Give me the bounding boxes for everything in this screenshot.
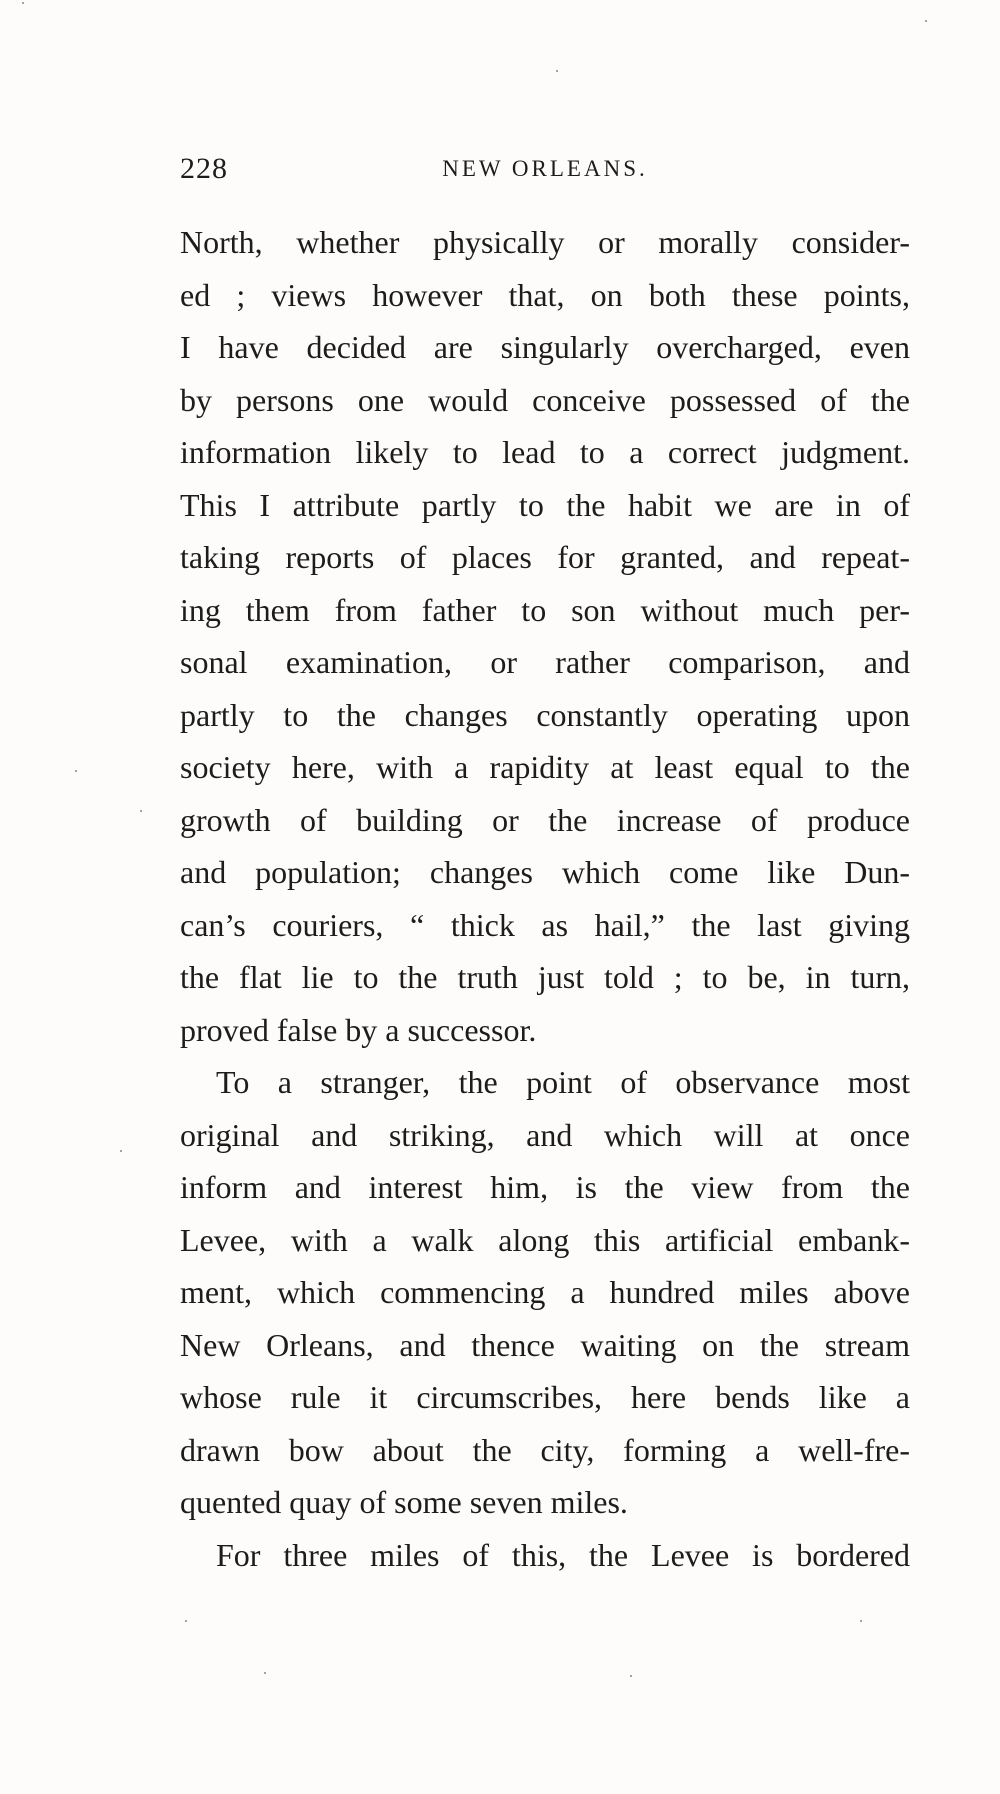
scan-speck bbox=[925, 20, 927, 22]
text-line: drawn bow about the city, forming a well-fre- bbox=[180, 1431, 910, 1468]
page-number: 228 bbox=[180, 152, 228, 185]
text-line: original and striking, and which will at once bbox=[180, 1116, 910, 1153]
text-line: I have decided are singularly overcharged, even bbox=[180, 329, 910, 365]
scan-speck bbox=[22, 2, 24, 4]
text-line: and population; changes which come like Dun- bbox=[180, 854, 910, 890]
text-line: growth of building or the increase of produce bbox=[180, 801, 910, 838]
paragraph-3 bbox=[180, 1529, 910, 1582]
text-line: by persons one would conceive possessed of the bbox=[180, 381, 910, 418]
text-line: partly to the changes constantly operating upon bbox=[180, 696, 910, 733]
scan-speck bbox=[120, 1150, 122, 1152]
text-line: For three miles of this, the Levee is bordered bbox=[216, 1536, 910, 1573]
text-line: can’s couriers, “ thick as hail,” the last giving bbox=[180, 906, 910, 943]
text-line: quented quay of some seven miles. bbox=[180, 1484, 628, 1520]
text-line: Levee, with a walk along this artificial embank- bbox=[180, 1221, 910, 1258]
text-line: ed ; views however that, on both these points, bbox=[180, 276, 910, 313]
text-line: taking reports of places for granted, and repeat- bbox=[180, 539, 910, 575]
text-line: whose rule it circumscribes, here bends like a bbox=[180, 1379, 910, 1415]
scan-speck bbox=[860, 1620, 862, 1622]
text-line: To a stranger, the point of observance most bbox=[216, 1064, 910, 1100]
scan-speck bbox=[75, 770, 77, 772]
page-header bbox=[180, 152, 910, 192]
text-line: North, whether physically or morally consider- bbox=[180, 224, 910, 260]
paragraph-1 bbox=[180, 216, 910, 1056]
text-line: society here, with a rapidity at least equal to the bbox=[180, 749, 910, 785]
scan-speck bbox=[630, 1675, 632, 1677]
text-line: inform and interest him, is the view from the bbox=[180, 1169, 910, 1205]
scan-speck bbox=[140, 810, 142, 812]
text-line: This I attribute partly to the habit we are in of bbox=[180, 486, 910, 523]
body-text bbox=[180, 216, 910, 1581]
text-line: proved false by a successor. bbox=[180, 1011, 537, 1048]
running-head: NEW ORLEANS. bbox=[442, 156, 648, 181]
text-line: ment, which commencing a hundred miles above bbox=[180, 1274, 910, 1310]
paragraph-2 bbox=[180, 1056, 910, 1529]
scan-speck bbox=[556, 70, 558, 72]
text-line: the flat lie to the truth just told ; to be, in turn, bbox=[180, 959, 910, 995]
text-line: sonal examination, or rather comparison, and bbox=[180, 644, 910, 680]
scan-speck bbox=[185, 1620, 187, 1622]
text-line: ing them from father to son without much per- bbox=[180, 591, 910, 628]
text-line: information likely to lead to a correct judgment. bbox=[180, 434, 910, 470]
scan-speck bbox=[264, 1672, 266, 1674]
text-line: New Orleans, and thence waiting on the stream bbox=[180, 1326, 910, 1363]
